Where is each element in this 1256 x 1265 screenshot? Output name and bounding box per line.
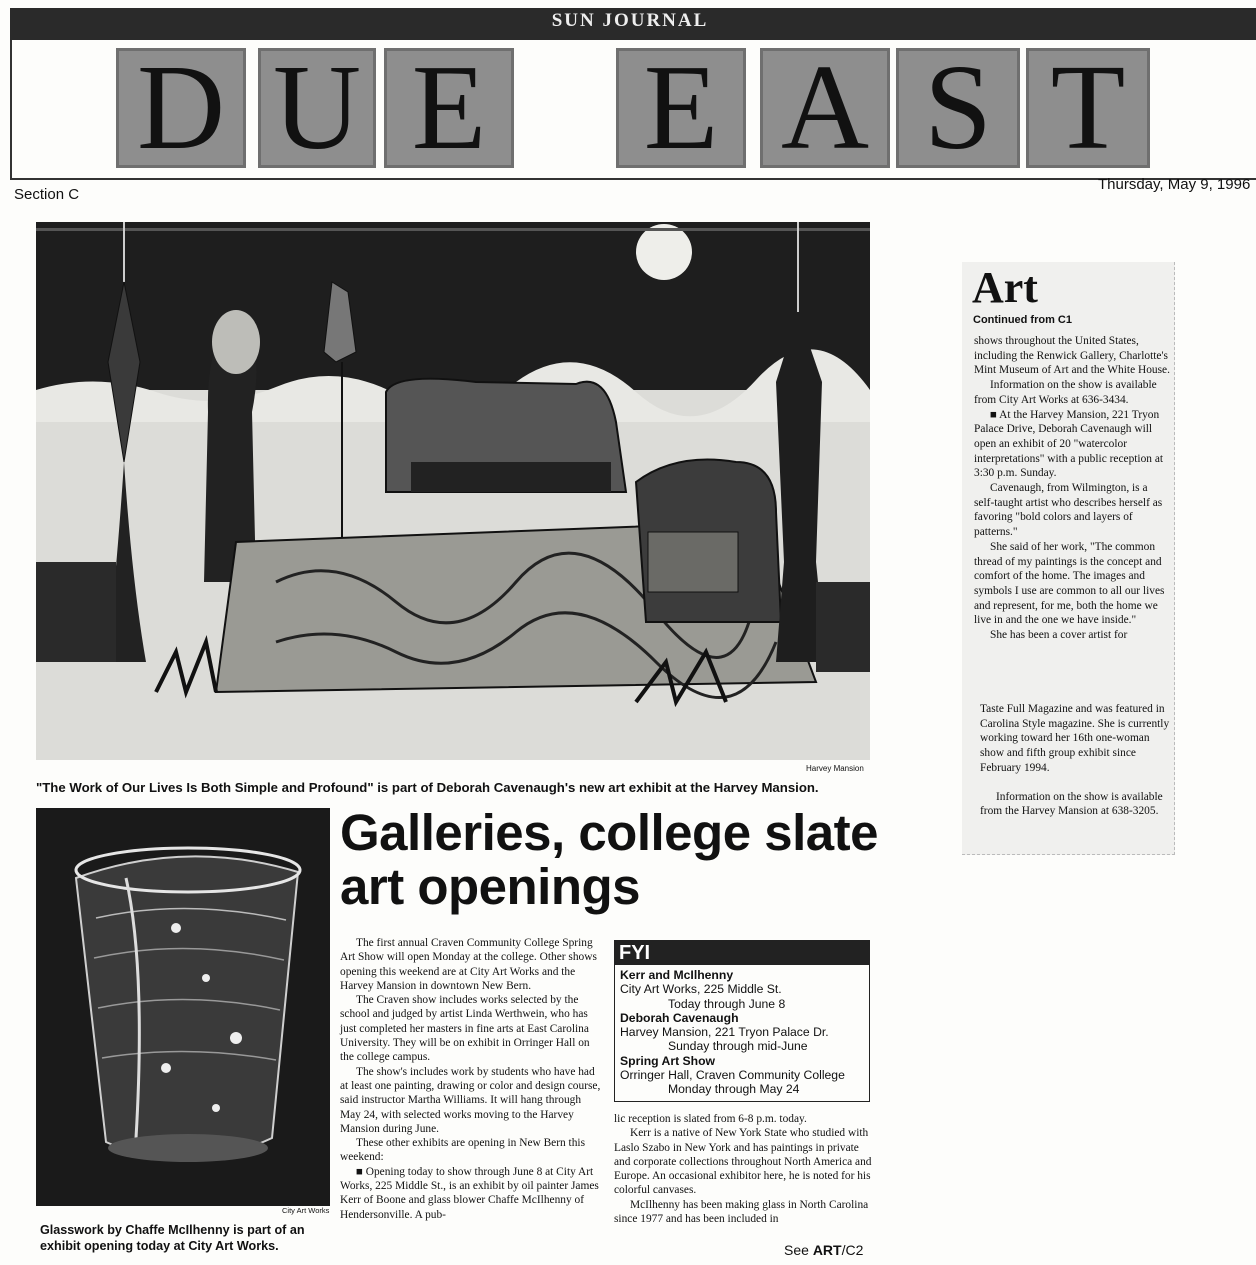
fyi-entry-when: Sunday through mid-June xyxy=(668,1039,808,1054)
art-paragraph: Information on the show is available from City Art Works at 636-3434. xyxy=(974,379,1157,406)
fyi-entry-place: Harvey Mansion, 221 Tryon Palace Dr. xyxy=(620,1025,829,1040)
masthead-letter-e2: E xyxy=(616,48,746,168)
newspaper-name: SUN JOURNAL xyxy=(551,10,709,31)
glasswork-caption: Glasswork by Chaffe McIlhenny is part of an exhibit opening today at City Art Works. xyxy=(40,1223,305,1253)
continued-from-label: Continued from C1 xyxy=(973,314,1072,326)
masthead-letter-s: S xyxy=(896,48,1020,168)
fyi-listing xyxy=(620,968,866,1097)
jump-section: ART xyxy=(812,1242,842,1258)
fyi-entry-place: Orringer Hall, Craven Community College xyxy=(620,1068,845,1083)
jump-prefix: See xyxy=(784,1242,813,1258)
fyi-entry-name: Kerr and McIlhenny xyxy=(620,968,734,982)
masthead-letter-u: U xyxy=(258,48,376,168)
painting-credit: Harvey Mansion xyxy=(806,764,864,773)
article-paragraph: lic reception is slated from 6-8 p.m. today. xyxy=(614,1113,807,1125)
article-paragraph: Kerr is a native of New York State who studied with Laslo Szabo in New York and has paintings in private and corporate collections throughout North America and Europe. An occasional exhibitor here, he is noted for his colorful canvases. xyxy=(614,1127,872,1197)
article-paragraph: The first annual Craven Community College Spring Art Show will open Monday at the college. Other shows opening this weekend are at City Art Works and the Harvey Mansion in downtown New Bern. xyxy=(340,937,597,992)
article-headline: Galleries, college slate art openings xyxy=(340,804,878,915)
article-paragraph: McIlhenny has been making glass in North Carolina since 1977 and has been included in xyxy=(614,1198,869,1226)
art-paragraph: Cavenaugh, from Wilmington, is a self-taught artist who describes herself as favoring "bold colors and layers of patterns." xyxy=(974,482,1163,539)
fyi-label: FYI xyxy=(619,942,651,964)
fyi-entry-place: City Art Works, 225 Middle St. xyxy=(620,982,782,997)
glasswork-photo xyxy=(36,808,330,1206)
jump-line xyxy=(784,1242,863,1258)
fyi-entry-name: Spring Art Show xyxy=(620,1053,716,1068)
art-continued-text-2 xyxy=(980,702,1176,819)
art-paragraph: She said of her work, "The common thread of my paintings is the concept and comfort of the home. The images and symbols I use are common to all our lives and represent, for me, both the home we live in and the one we have inside." xyxy=(974,540,1165,627)
jump-page: /C2 xyxy=(841,1242,864,1258)
section-label: Section C xyxy=(14,186,80,203)
art-continued-text xyxy=(974,334,1170,643)
article-column-1 xyxy=(340,936,602,1222)
article-paragraph: The Craven show includes works selected by the school and judged by artist Linda Werthwein, who has just completed her masters in fine arts at East Carolina University. They will be on exhibit in Orringer Hall on the college campus. xyxy=(340,994,590,1064)
painting-caption: "The Work of Our Lives Is Both Simple and Profound" is part of Deborah Cavenaugh's new art exhibit at the Harvey Mansion. xyxy=(36,780,819,795)
masthead-letter-a: A xyxy=(760,48,890,168)
painting-photo xyxy=(36,222,870,760)
art-paragraph: Taste Full Magazine and was featured in Carolina Style magazine. She is currently working toward her 16th one-woman show and fifth group exhibit since February 1994. xyxy=(980,703,1170,774)
art-jump-heading: Art xyxy=(972,263,1038,312)
fyi-entry-when: Today through June 8 xyxy=(668,996,786,1011)
fyi-header-bar xyxy=(615,941,869,965)
article-column-2 xyxy=(614,1112,872,1226)
issue-date: Thursday, May 9, 1996 xyxy=(1098,176,1251,193)
fyi-entry-name: Deborah Cavenaugh xyxy=(620,1010,739,1025)
art-paragraph: shows throughout the United States, including the Renwick Gallery, Charlotte's Mint Museum of Art and the White House. xyxy=(974,335,1170,377)
masthead-letter-t: T xyxy=(1026,48,1150,168)
masthead-letter-d: D xyxy=(116,48,246,168)
article-paragraph: These other exhibits are opening in New Bern this weekend: xyxy=(340,1137,586,1164)
fyi-entry-when: Monday through May 24 xyxy=(668,1082,800,1097)
article-paragraph: The show's includes work by students who have had at least one painting, drawing or color and design course, said instructor Martha Williams. It will hang through May 24, with selected works moving to the Harvey Mansion during June. xyxy=(340,1065,601,1135)
article-paragraph: ■ Opening today to show through June 8 at City Art Works, 225 Middle St., is an exhibit by oil painter James Kerr of Boone and glass blower Chaffe McIlhenny of Hendersonville. A pub- xyxy=(340,1165,599,1221)
art-paragraph: ■ At the Harvey Mansion, 221 Tryon Palace Drive, Deborah Cavenaugh will open an exhibit of 20 "watercolor interpretations" with a public reception at 3:30 p.m. Sunday. xyxy=(974,408,1164,480)
masthead-letter-e: E xyxy=(384,48,514,168)
glasswork-credit: City Art Works xyxy=(282,1206,330,1215)
art-paragraph: Information on the show is available from the Harvey Mansion at 638-3205. xyxy=(980,790,1163,818)
art-paragraph: She has been a cover artist for xyxy=(990,629,1128,642)
